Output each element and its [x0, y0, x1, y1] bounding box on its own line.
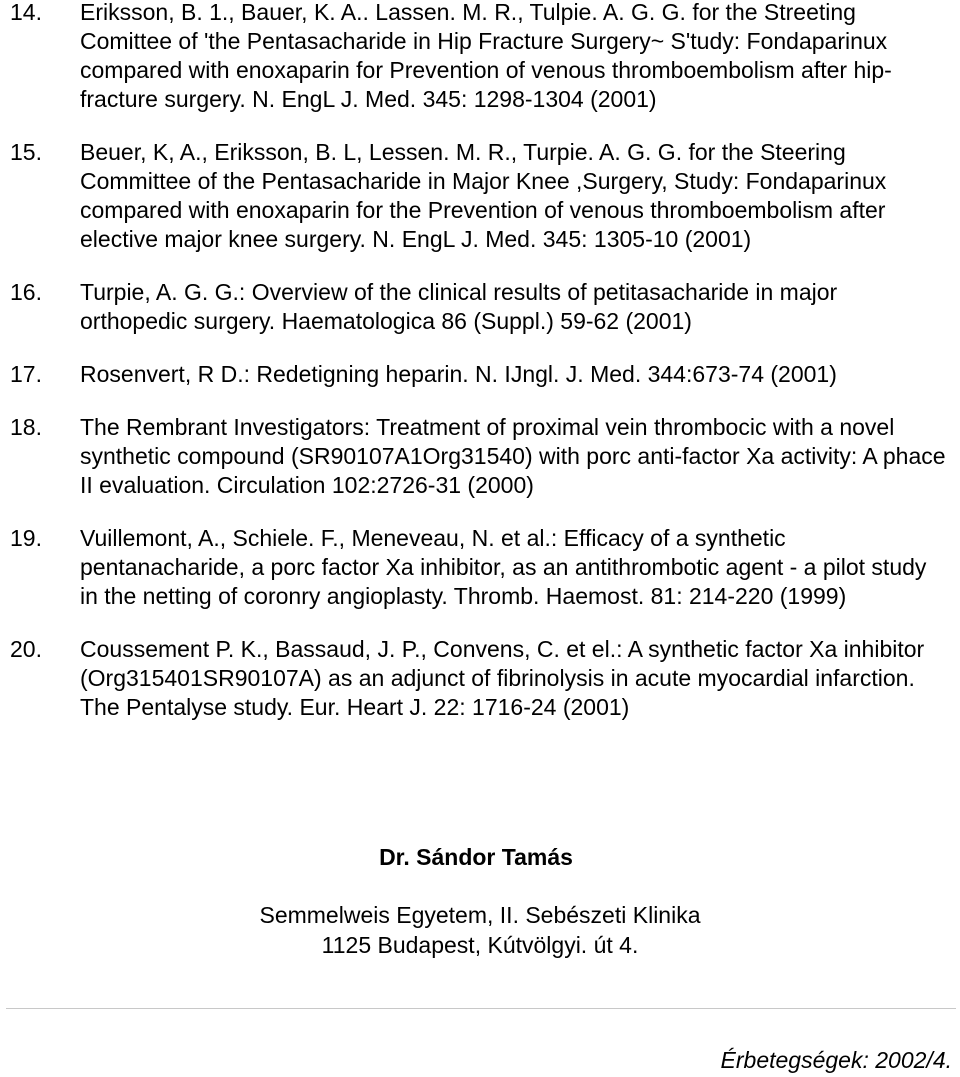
reference-item	[0, 278, 960, 336]
reference-number: 14.	[10, 0, 42, 25]
reference-item	[0, 413, 960, 500]
reference-text: Eriksson, B. 1., Bauer, K. A.. Lassen. M. R., Tulpie. A. G. G. for the Streeting Comittee of 'the Pentasacharide in Hip Fracture Surgery~ S'tudy: Fondaparinux compared with enoxaparin for Prevention of venous thromboembolism after hip-fracture surgery. N. EngL J. Med. 345: 1298-1304 (2001)	[80, 0, 892, 112]
reference-number: 15.	[10, 139, 42, 165]
reference-item	[0, 360, 960, 389]
author-name-text: Dr. Sándor Tamás	[379, 844, 573, 870]
reference-item	[0, 0, 960, 114]
reference-item	[0, 138, 960, 254]
author-address: 1125 Budapest, Kútvölgyi. út 4.	[321, 932, 639, 958]
author-name	[0, 842, 960, 872]
reference-number: 18.	[10, 414, 42, 440]
reference-text: Coussement P. K., Bassaud, J. P., Convens, C. et el.: A synthetic factor Xa inhibitor (Org315401SR90107A) as an adjunct of fibrinolysis in acute myocardial infarction. The Pentalyse study. Eur. Heart J. 22: 1716-24 (2001)	[80, 636, 925, 720]
reference-text: Rosenvert, R D.: Redetigning heparin. N. IJngl. J. Med. 344:673-74 (2001)	[80, 361, 837, 387]
journal-footer: Érbetegségek: 2002/4.	[720, 1047, 952, 1073]
reference-text: Vuillemont, A., Schiele. F., Meneveau, N. et al.: Efficacy of a synthetic pentanacharide, a porc factor Xa inhibitor, as an antithrombotic agent - a pilot study in the netting of coronry angioplasty. Thromb. Haemost. 81: 214-220 (1999)	[80, 525, 927, 609]
reference-text: Turpie, A. G. G.: Overview of the clinical results of petitasacharide in major orthopedic surgery. Haematologica 86 (Suppl.) 59-62 (2001)	[80, 279, 838, 334]
author-affiliation: Semmelweis Egyetem, II. Sebészeti Klinika	[259, 902, 701, 928]
reference-item	[0, 635, 960, 722]
footer-divider	[6, 1008, 956, 1009]
reference-number: 19.	[10, 525, 42, 551]
reference-number: 20.	[10, 636, 42, 662]
reference-number: 17.	[10, 361, 42, 387]
reference-text: The Rembrant Investigators: Treatment of proximal vein thrombocic with a novel synthetic compound (SR90107A1Org31540) with porc anti-factor Xa activity: A phace II evaluation. Circulation 102:2726-31 (2000)	[80, 414, 946, 498]
reference-text: Beuer, K, A., Eriksson, B. L, Lessen. M. R., Turpie. A. G. G. for the Steering Committee of the Pentasacharide in Major Knee ,Surgery, Study: Fondaparinux compared with enoxaparin for the Prevention of venous thromboembolism after elective major knee surgery. N. EngL J. Med. 345: 1305-10 (2001)	[80, 139, 887, 252]
reference-number: 16.	[10, 279, 42, 305]
reference-item	[0, 524, 960, 611]
